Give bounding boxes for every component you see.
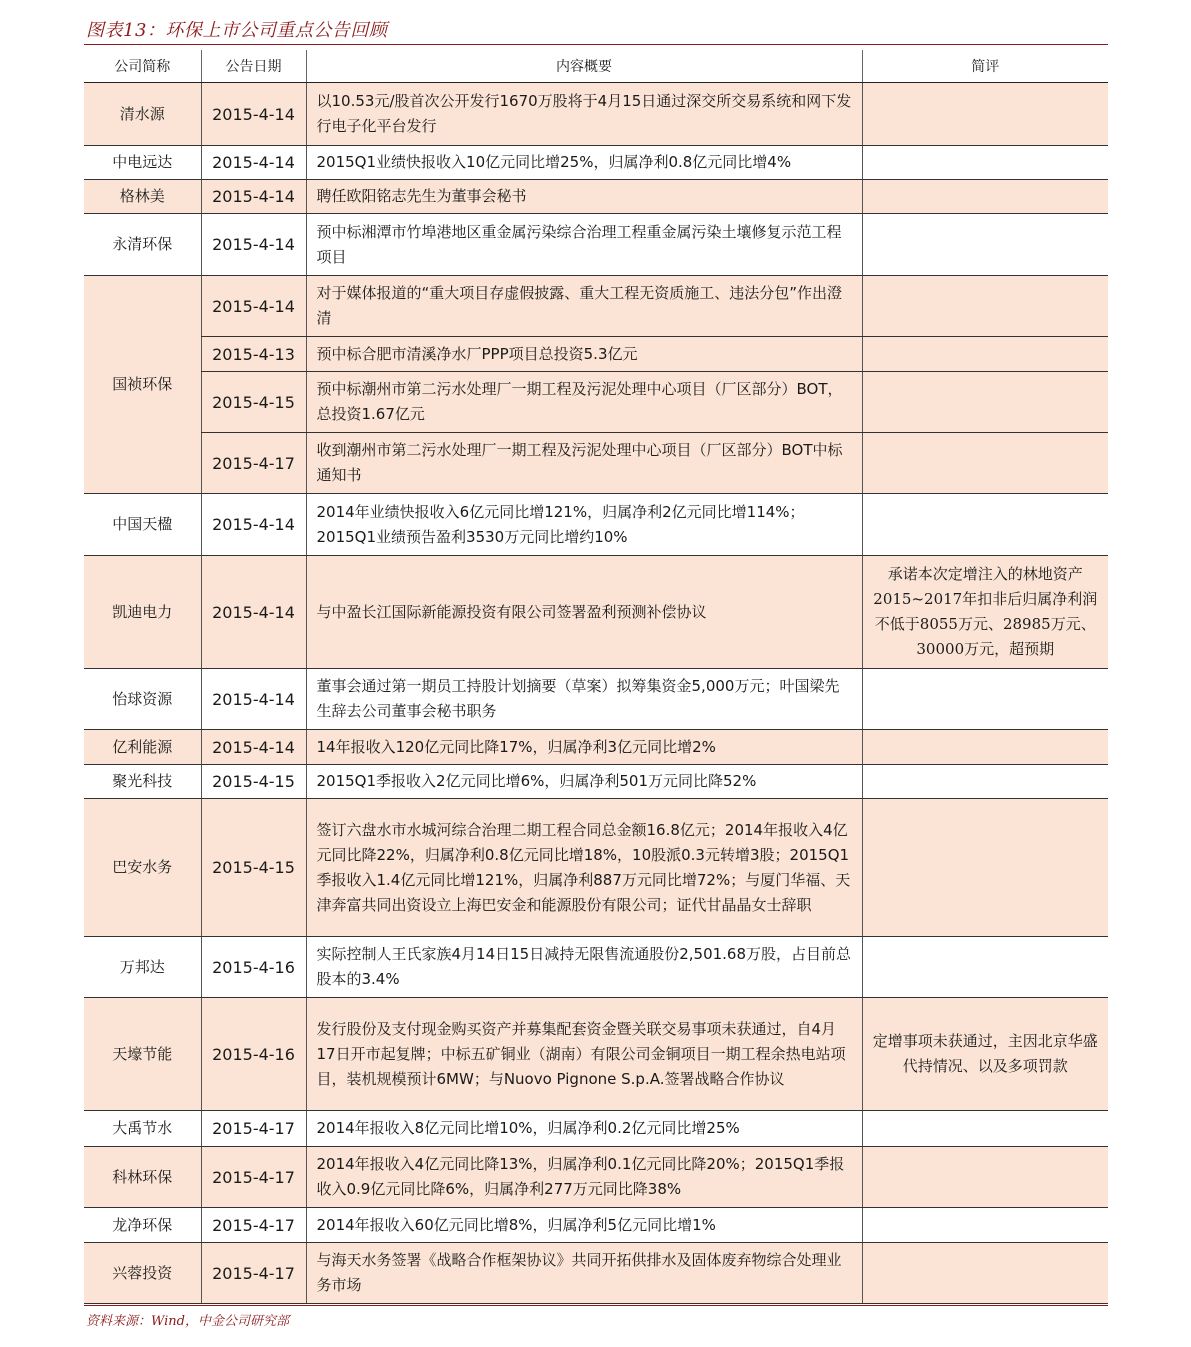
date-cell: 2015-4-17 bbox=[201, 433, 306, 494]
content-cell: 与中盈长江国际新能源投资有限公司签署盈利预测补偿协议 bbox=[306, 556, 862, 669]
content-cell: 聘任欧阳铭志先生为董事会秘书 bbox=[306, 180, 862, 214]
table-row bbox=[84, 1111, 1108, 1147]
review-cell bbox=[862, 146, 1108, 180]
header-row bbox=[84, 50, 1108, 83]
review-cell bbox=[862, 83, 1108, 146]
table-row bbox=[84, 146, 1108, 180]
review-cell bbox=[862, 765, 1108, 799]
header-content: 内容概要 bbox=[306, 50, 862, 83]
table-row bbox=[84, 494, 1108, 556]
date-cell: 2015-4-14 bbox=[201, 494, 306, 556]
review-cell bbox=[862, 669, 1108, 730]
table-row bbox=[84, 180, 1108, 214]
review-cell bbox=[862, 180, 1108, 214]
date-cell: 2015-4-15 bbox=[201, 372, 306, 433]
company-cell: 聚光科技 bbox=[84, 765, 201, 799]
content-cell: 预中标湘潭市竹埠港地区重金属污染综合治理工程重金属污染土壤修复示范工程项目 bbox=[306, 214, 862, 276]
company-cell: 凯迪电力 bbox=[84, 556, 201, 669]
content-cell: 预中标合肥市清溪净水厂PPP项目总投资5.3亿元 bbox=[306, 337, 862, 372]
table-row bbox=[84, 799, 1108, 937]
content-cell: 2014年业绩快报收入6亿元同比增121%，归属净利2亿元同比增114%；2015Q1业绩预告盈利3530万元同比增约10% bbox=[306, 494, 862, 556]
title-rule bbox=[84, 44, 1108, 45]
review-cell: 定增事项未获通过，主因北京华盛代持情况、以及多项罚款 bbox=[862, 998, 1108, 1111]
date-cell: 2015-4-17 bbox=[201, 1243, 306, 1304]
table-row bbox=[84, 556, 1108, 669]
header-company: 公司简称 bbox=[84, 50, 201, 83]
date-cell: 2015-4-17 bbox=[201, 1147, 306, 1208]
review-cell bbox=[862, 337, 1108, 372]
date-cell: 2015-4-14 bbox=[201, 556, 306, 669]
date-cell: 2015-4-16 bbox=[201, 998, 306, 1111]
review-cell bbox=[862, 276, 1108, 337]
review-cell bbox=[862, 730, 1108, 765]
review-cell bbox=[862, 433, 1108, 494]
review-cell bbox=[862, 372, 1108, 433]
date-cell: 2015-4-14 bbox=[201, 669, 306, 730]
review-cell bbox=[862, 1147, 1108, 1208]
review-cell bbox=[862, 799, 1108, 937]
company-cell: 亿利能源 bbox=[84, 730, 201, 765]
table-row bbox=[84, 83, 1108, 146]
date-cell: 2015-4-14 bbox=[201, 214, 306, 276]
content-cell: 2015Q1季报收入2亿元同比增6%，归属净利501万元同比降52% bbox=[306, 765, 862, 799]
date-cell: 2015-4-14 bbox=[201, 83, 306, 146]
date-cell: 2015-4-17 bbox=[201, 1111, 306, 1147]
content-cell: 预中标潮州市第二污水处理厂一期工程及污泥处理中心项目（厂区部分）BOT，总投资1.67亿元 bbox=[306, 372, 862, 433]
table-row bbox=[84, 765, 1108, 799]
table-row bbox=[84, 337, 1108, 372]
date-cell: 2015-4-14 bbox=[201, 276, 306, 337]
announcement-table bbox=[84, 50, 1108, 1304]
content-cell: 2015Q1业绩快报收入10亿元同比增25%，归属净利0.8亿元同比增4% bbox=[306, 146, 862, 180]
header-review: 简评 bbox=[862, 50, 1108, 83]
content-cell: 2014年报收入4亿元同比降13%，归属净利0.1亿元同比降20%；2015Q1季报收入0.9亿元同比降6%，归属净利277万元同比降38% bbox=[306, 1147, 862, 1208]
company-cell: 格林美 bbox=[84, 180, 201, 214]
review-cell bbox=[862, 214, 1108, 276]
date-cell: 2015-4-14 bbox=[201, 730, 306, 765]
date-cell: 2015-4-17 bbox=[201, 1208, 306, 1243]
review-cell bbox=[862, 937, 1108, 998]
company-cell: 万邦达 bbox=[84, 937, 201, 998]
content-cell: 2014年报收入8亿元同比增10%，归属净利0.2亿元同比增25% bbox=[306, 1111, 862, 1147]
review-cell bbox=[862, 494, 1108, 556]
company-cell: 天壕节能 bbox=[84, 998, 201, 1111]
table-body bbox=[84, 83, 1108, 1304]
content-cell: 2014年报收入60亿元同比增8%，归属净利5亿元同比增1% bbox=[306, 1208, 862, 1243]
table-row bbox=[84, 998, 1108, 1111]
company-cell: 中电远达 bbox=[84, 146, 201, 180]
content-cell: 发行股份及支付现金购买资产并募集配套资金暨关联交易事项未获通过，自4月17日开市起复牌；中标五矿铜业（湖南）有限公司金铜项目一期工程余热电站项目，装机规模预计6MW；与Nuovo Pignone S.p.A.签署战略合作协议 bbox=[306, 998, 862, 1111]
company-cell: 巴安水务 bbox=[84, 799, 201, 937]
content-cell: 14年报收入120亿元同比降17%，归属净利3亿元同比增2% bbox=[306, 730, 862, 765]
review-cell bbox=[862, 1208, 1108, 1243]
table-row bbox=[84, 433, 1108, 494]
date-cell: 2015-4-15 bbox=[201, 765, 306, 799]
table-row bbox=[84, 372, 1108, 433]
content-cell: 与海天水务签署《战略合作框架协议》共同开拓供排水及固体废弃物综合处理业务市场 bbox=[306, 1243, 862, 1304]
table-row bbox=[84, 730, 1108, 765]
company-cell: 国祯环保 bbox=[84, 276, 201, 494]
company-cell: 科林环保 bbox=[84, 1147, 201, 1208]
content-cell: 董事会通过第一期员工持股计划摘要（草案）拟筹集资金5,000万元；叶国梁先生辞去公司董事会秘书职务 bbox=[306, 669, 862, 730]
company-cell: 兴蓉投资 bbox=[84, 1243, 201, 1304]
table-row bbox=[84, 214, 1108, 276]
company-cell: 龙净环保 bbox=[84, 1208, 201, 1243]
company-cell: 怡球资源 bbox=[84, 669, 201, 730]
date-cell: 2015-4-14 bbox=[201, 180, 306, 214]
company-cell: 大禹节水 bbox=[84, 1111, 201, 1147]
figure-title: 图表13：环保上市公司重点公告回顾 bbox=[86, 20, 388, 41]
review-cell bbox=[862, 1111, 1108, 1147]
review-cell bbox=[862, 1243, 1108, 1304]
date-cell: 2015-4-14 bbox=[201, 146, 306, 180]
content-cell: 对于媒体报道的“重大项目存虚假披露、重大工程无资质施工、违法分包”作出澄清 bbox=[306, 276, 862, 337]
company-cell: 永清环保 bbox=[84, 214, 201, 276]
company-cell: 清水源 bbox=[84, 83, 201, 146]
table-row bbox=[84, 1243, 1108, 1304]
source-note: 资料来源：Wind，中金公司研究部 bbox=[86, 1314, 289, 1329]
table-row bbox=[84, 276, 1108, 337]
content-cell: 实际控制人王氏家族4月14日15日减持无限售流通股份2,501.68万股，占目前总股本的3.4% bbox=[306, 937, 862, 998]
table-row bbox=[84, 1147, 1108, 1208]
content-cell: 签订六盘水市水城河综合治理二期工程合同总金额16.8亿元；2014年报收入4亿元同比降22%，归属净利0.8亿元同比增18%，10股派0.3元转增3股；2015Q1季报收入1.4亿元同比增121%，归属净利887万元同比增72%；与厦门华福、天津奔富共同出资设立上海巴安金和能源股份有限公司；证代甘晶晶女士辞职 bbox=[306, 799, 862, 937]
company-cell: 中国天楹 bbox=[84, 494, 201, 556]
date-cell: 2015-4-15 bbox=[201, 799, 306, 937]
header-date: 公告日期 bbox=[201, 50, 306, 83]
date-cell: 2015-4-16 bbox=[201, 937, 306, 998]
footer-rule bbox=[84, 1305, 1108, 1306]
review-cell: 承诺本次定增注入的林地资产2015~2017年扣非后归属净利润不低于8055万元、28985万元、30000万元，超预期 bbox=[862, 556, 1108, 669]
table-row bbox=[84, 937, 1108, 998]
date-cell: 2015-4-13 bbox=[201, 337, 306, 372]
table-row bbox=[84, 1208, 1108, 1243]
content-cell: 收到潮州市第二污水处理厂一期工程及污泥处理中心项目（厂区部分）BOT中标通知书 bbox=[306, 433, 862, 494]
table-row bbox=[84, 669, 1108, 730]
content-cell: 以10.53元/股首次公开发行1670万股将于4月15日通过深交所交易系统和网下发行电子化平台发行 bbox=[306, 83, 862, 146]
